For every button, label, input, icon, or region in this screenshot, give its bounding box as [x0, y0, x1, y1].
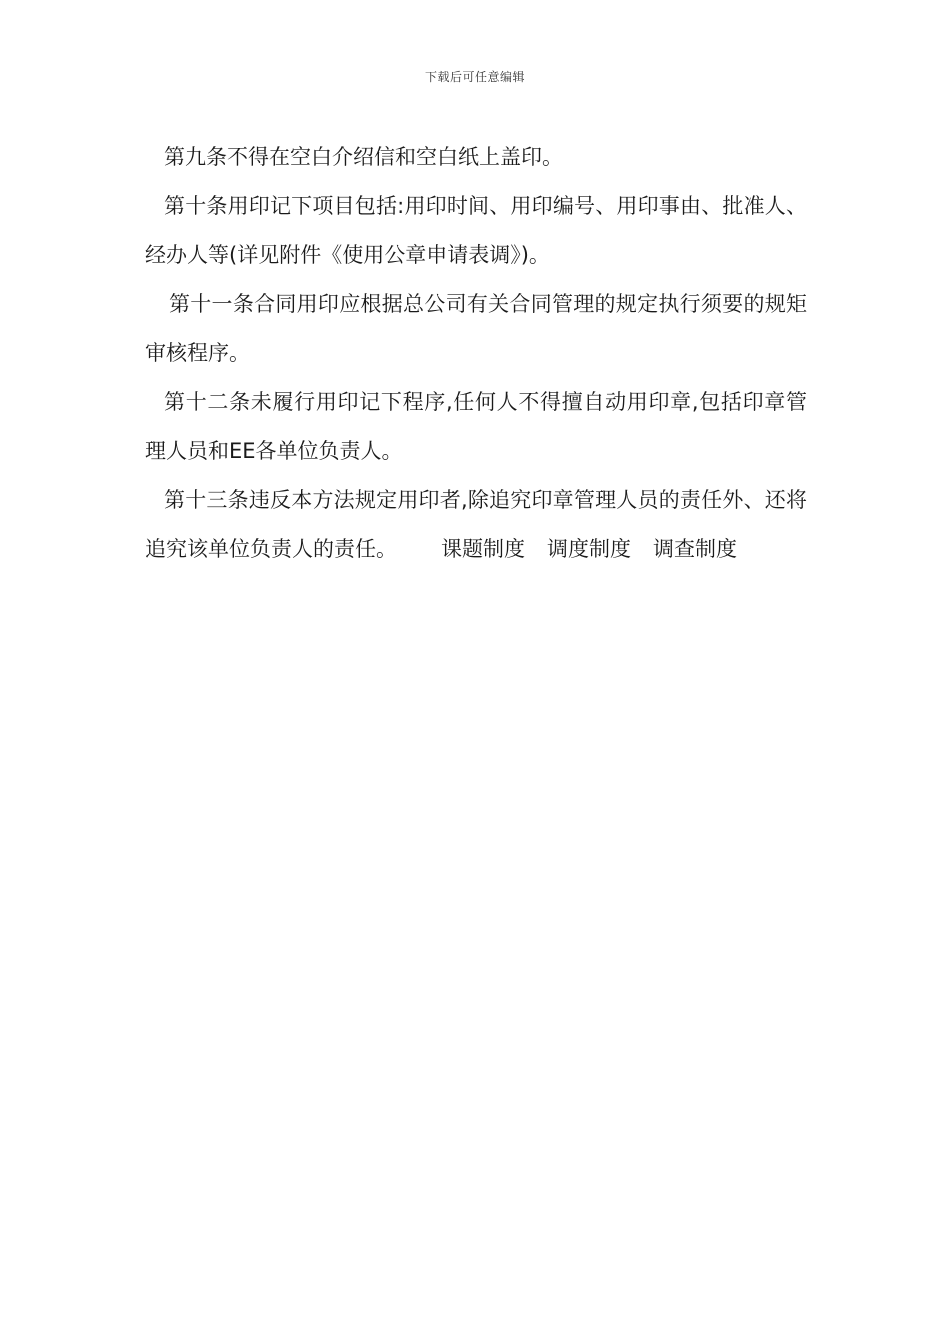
- article-12: 第十二条未履行用印记下程序,任何人不得擅自动用印章,包括印章管理人员和EE各单位负责人。: [145, 390, 807, 463]
- page-header: 下载后可任意编辑: [424, 70, 525, 84]
- related-term-2: 调度制度: [547, 537, 631, 561]
- related-term-1: 课题制度: [441, 537, 525, 561]
- article-13-text: 第十三条违反本方法规定用印者,除追究印章管理人员的责任外、还将追究该单位负责人的责任。: [145, 488, 807, 561]
- article-11: 第十一条合同用印应根据总公司有关合同管理的规定执行须要的规矩审核程序。: [145, 292, 807, 365]
- article-13: [145, 476, 807, 574]
- article-9: 第九条不得在空白介绍信和空白纸上盖印。: [164, 145, 563, 169]
- related-term-3: 调查制度: [653, 537, 737, 561]
- article-10: 第十条用印记下项目包括:用印时间、用印编号、用印事由、批准人、经办人等(详见附件《使用公章申请表调》)。: [145, 194, 807, 267]
- document-body: [145, 133, 807, 574]
